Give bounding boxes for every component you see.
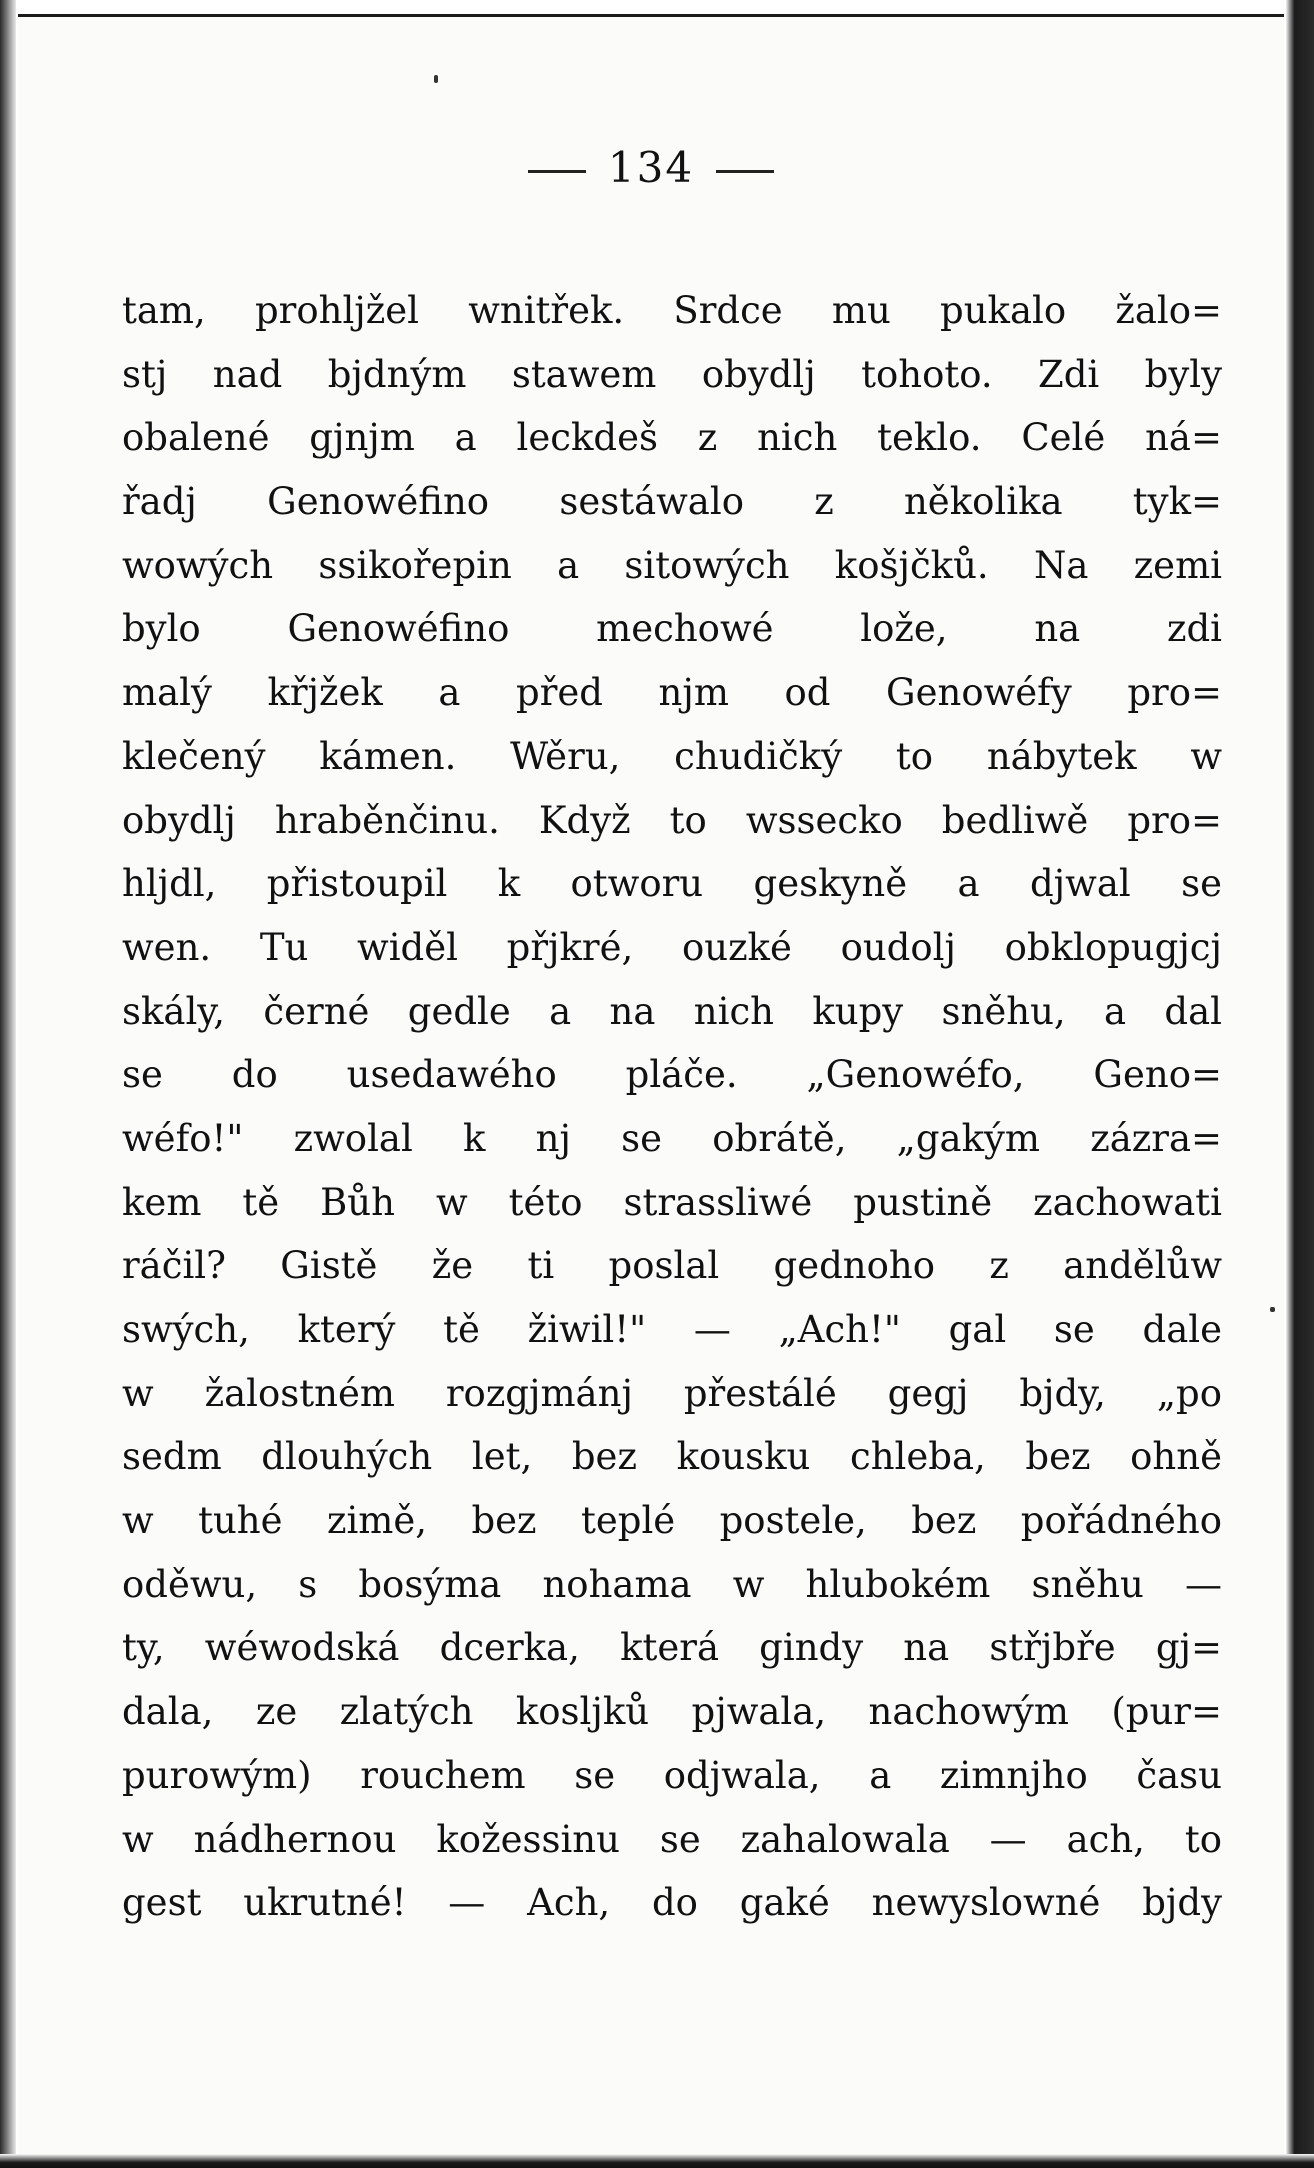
text-line: purowým) rouchem se odjwala, a zimnjho času	[122, 1753, 1222, 1797]
text-line: ráčil? Gistě že ti poslal gednoho z andělůw	[122, 1244, 1222, 1288]
header-dash-left	[528, 170, 586, 173]
body-text	[122, 279, 1222, 1935]
scan-left-edge	[0, 0, 16, 2168]
text-line: wéfo!" zwolal k nj se obrátě, „gakým zázra=	[122, 1116, 1222, 1160]
text-line: tam, prohljžel wnitřek. Srdce mu pukalo žalo=	[122, 289, 1222, 332]
text-line: w tuhé zimě, bez teplé postele, bez pořádného	[122, 1499, 1222, 1543]
text-line: kem tě Bůh w této strassliwé pustině zachowati	[122, 1180, 1222, 1224]
header-dash-right	[716, 170, 774, 173]
text-line: obalené gjnjm a leckdeš z nich teklo. Celé ná=	[122, 416, 1222, 460]
text-line: wen. Tu widěl přjkré, ouzké oudolj obklopugjcj	[122, 925, 1222, 969]
page-header	[18, 143, 1284, 192]
scan-speck	[1270, 1307, 1275, 1312]
book-page	[18, 14, 1284, 2157]
text-line: obydlj hraběnčinu. Když to wssecko bedliwě pro=	[122, 798, 1222, 842]
text-line: wowých ssikořepin a sitowých košjčků. Na zemi	[122, 543, 1222, 587]
text-line: ty, wéwodská dcerka, která gindy na střjbře gj=	[122, 1626, 1222, 1670]
text-line: skály, černé gedle a na nich kupy sněhu, a dal	[122, 989, 1222, 1033]
text-line: malý křjžek a před njm od Genowéfy pro=	[122, 671, 1222, 715]
text-line: stj nad bjdným stawem obydlj tohoto. Zdi byly	[122, 352, 1222, 396]
text-line: sedm dlouhých let, bez kousku chleba, bez ohně	[122, 1435, 1222, 1479]
text-line: se do usedawého pláče. „Genowéfo, Geno=	[122, 1053, 1222, 1097]
page-number: 134	[607, 143, 695, 192]
scan-right-edge	[1286, 0, 1314, 2168]
scan-speck	[434, 75, 438, 83]
scan-bottom-edge	[0, 2154, 1314, 2168]
text-line: oděwu, s bosýma nohama w hlubokém sněhu —	[122, 1562, 1222, 1606]
text-line: řadj Genowéfino sestáwalo z několika tyk=	[122, 480, 1222, 524]
text-line: gest ukrutné! — Ach, do gaké newyslowné bjdy	[122, 1881, 1222, 1925]
text-line: w nádhernou kožessinu se zahalowala — ach, to	[122, 1817, 1222, 1861]
text-line: dala, ze zlatých kosljků pjwala, nachowým (pur=	[122, 1690, 1222, 1734]
text-line: w žalostném rozgjmánj přestálé gegj bjdy, „po	[122, 1371, 1222, 1415]
text-line: bylo Genowéfino mechowé lože, na zdi	[122, 607, 1222, 651]
text-line: swých, který tě žiwil!" — „Ach!" gal se dale	[122, 1308, 1222, 1351]
text-line: hljdl, přistoupil k otworu geskyně a djwal se	[122, 862, 1222, 906]
text-line: klečený kámen. Wěru, chudičký to nábytek w	[122, 734, 1222, 778]
